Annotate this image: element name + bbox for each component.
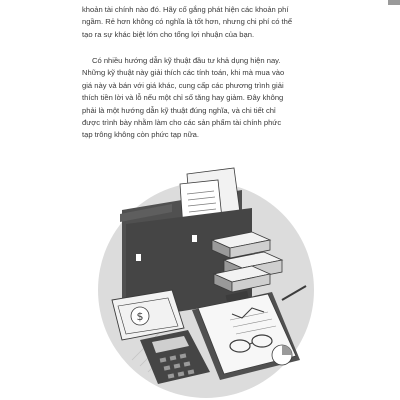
- finance-desk-illustration: [92, 150, 322, 400]
- text-line: khoản tài chính nào đó. Hãy cố gắng phát hiện các khoản phí: [82, 5, 289, 14]
- text-line: tạo ra sự khác biệt lớn cho tổng lợi nhuận của bạn.: [82, 29, 255, 39]
- paragraph-investment-guides: [82, 55, 320, 142]
- paragraph-hidden-fees: [82, 4, 320, 41]
- text-line: thích tiền lời và lỗ nếu một chỉ số tăng hay giảm. Đây không: [82, 93, 284, 103]
- text-line: giá này và bán với giá khác, cung cấp các phương trình giải: [82, 80, 284, 90]
- text-line: được trình bày nhằm làm cho các sản phẩm tài chính phức: [82, 118, 282, 128]
- text-line: Có nhiều hướng dẫn kỹ thuật đầu tư khả dụng hiện nay.: [92, 56, 281, 65]
- page-corner-tab: [388, 0, 400, 5]
- text-line: Những kỹ thuật này giải thích các tính toán, khi mà mua vào: [82, 68, 285, 78]
- svg-text:$: $: [136, 310, 144, 323]
- text-line: ngầm. Rẻ hơn không có nghĩa là tốt hơn, nhưng chi phí có thể: [82, 17, 293, 27]
- text-line: phải là một hướng dẫn kỹ thuật đúng nghĩa, và chi tiết chỉ: [82, 105, 276, 115]
- text-line: tạp trông không còn phức tạp nữa.: [82, 130, 199, 140]
